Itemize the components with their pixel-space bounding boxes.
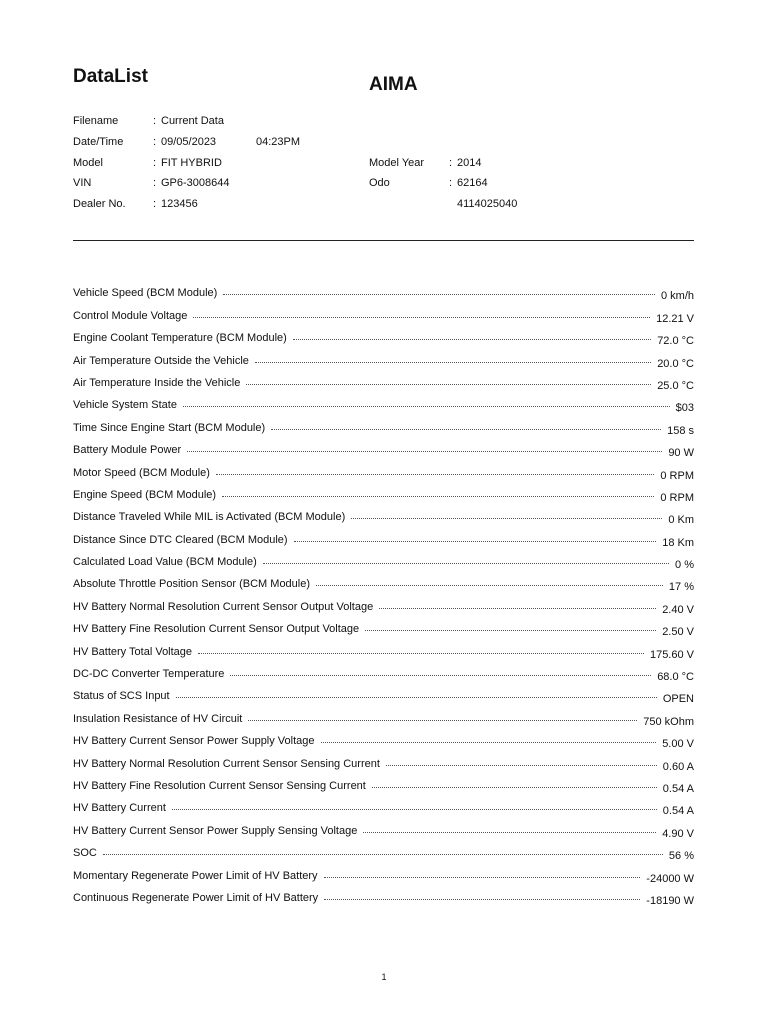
data-row — [73, 483, 694, 505]
dot-leader — [248, 720, 637, 721]
data-row — [73, 505, 694, 527]
data-row — [73, 841, 694, 863]
data-row — [73, 886, 694, 908]
data-row — [73, 729, 694, 751]
row-label: Vehicle Speed (BCM Module) — [73, 287, 218, 300]
data-list — [73, 281, 694, 908]
odo-label: Odo — [369, 177, 390, 189]
data-row — [73, 863, 694, 885]
dot-leader — [351, 518, 662, 519]
dealer-label: Dealer No. — [73, 198, 126, 210]
row-label: Status of SCS Input — [73, 690, 170, 703]
dot-leader — [324, 899, 640, 900]
page-number: 1 — [381, 972, 387, 982]
row-label: Continuous Regenerate Power Limit of HV Battery — [73, 891, 319, 904]
data-row — [73, 818, 694, 840]
data-row — [73, 751, 694, 773]
row-label: HV Battery Normal Resolution Current Sensor Sensing Current — [73, 757, 380, 770]
model-value: FIT HYBRID — [161, 157, 222, 169]
vin-separator: : — [153, 177, 157, 189]
data-row — [73, 594, 694, 616]
data-row — [73, 393, 694, 415]
dot-leader — [294, 541, 657, 542]
dot-leader — [246, 384, 651, 385]
row-label: Vehicle System State — [73, 399, 177, 412]
datetime-label: Date/Time — [73, 136, 124, 148]
dot-leader — [379, 608, 656, 609]
data-row — [73, 639, 694, 661]
model-label: Model — [73, 157, 103, 169]
row-value: 0 % — [675, 559, 694, 572]
row-value: 750 kOhm — [643, 715, 694, 728]
vin-value: GP6-3008644 — [161, 177, 230, 189]
row-label: Engine Speed (BCM Module) — [73, 488, 217, 501]
data-row — [73, 706, 694, 728]
data-row — [73, 527, 694, 549]
row-label: Calculated Load Value (BCM Module) — [73, 556, 257, 569]
row-value: 158 s — [667, 424, 694, 437]
data-row — [73, 572, 694, 594]
dot-leader — [198, 653, 644, 654]
row-value: 175.60 V — [649, 648, 694, 661]
row-label: SOC — [73, 847, 97, 860]
row-label: Insulation Resistance of HV Circuit — [73, 712, 243, 725]
dot-leader — [187, 451, 662, 452]
row-label: Distance Since DTC Cleared (BCM Module) — [73, 533, 288, 546]
dot-leader — [183, 406, 670, 407]
model-year-value: 2014 — [457, 157, 482, 169]
extra-number: 4114025040 — [457, 198, 518, 210]
row-label: DC-DC Converter Temperature — [73, 668, 225, 681]
datetime-separator: : — [153, 136, 157, 148]
filename-label: Filename — [73, 115, 119, 127]
header-divider — [73, 240, 694, 241]
row-value: OPEN — [662, 693, 694, 706]
dot-leader — [386, 765, 657, 766]
data-row — [73, 684, 694, 706]
row-label: Distance Traveled While MIL is Activated (BCM Module) — [73, 511, 346, 524]
row-value: 0.54 A — [662, 782, 694, 795]
row-value: 5.00 V — [662, 738, 694, 751]
data-row — [73, 438, 694, 460]
row-label: HV Battery Fine Resolution Current Sensor Sensing Current — [73, 779, 366, 792]
dot-leader — [365, 630, 656, 631]
row-value: 2.50 V — [662, 626, 694, 639]
row-value: 90 W — [668, 447, 694, 460]
row-label: HV Battery Current Sensor Power Supply Sensing Voltage — [73, 824, 358, 837]
dot-leader — [255, 362, 651, 363]
data-row — [73, 662, 694, 684]
dot-leader — [316, 585, 663, 586]
vin-label: VIN — [73, 177, 92, 189]
data-row — [73, 774, 694, 796]
dot-leader — [222, 496, 654, 497]
data-row — [73, 550, 694, 572]
row-label: Absolute Throttle Position Sensor (BCM Module) — [73, 578, 311, 591]
dot-leader — [193, 317, 650, 318]
data-row — [73, 371, 694, 393]
brand-name: AIMA — [369, 74, 418, 95]
model-year-separator: : — [449, 157, 453, 169]
dot-leader — [372, 787, 657, 788]
dot-leader — [230, 675, 651, 676]
model-year-label: Model Year — [369, 157, 425, 169]
row-label: Air Temperature Inside the Vehicle — [73, 376, 241, 389]
row-value: 17 % — [668, 581, 694, 594]
row-value: 4.90 V — [662, 827, 694, 840]
row-value: 0 RPM — [660, 469, 694, 482]
row-value: 0.60 A — [662, 760, 694, 773]
page-title: DataList — [73, 66, 148, 87]
dot-leader — [223, 294, 655, 295]
dot-leader — [293, 339, 651, 340]
row-value: 56 % — [668, 850, 694, 863]
row-value: 18 Km — [662, 536, 694, 549]
dot-leader — [176, 697, 657, 698]
row-label: HV Battery Current Sensor Power Supply Voltage — [73, 735, 315, 748]
row-value: 0 km/h — [660, 290, 694, 303]
row-label: HV Battery Fine Resolution Current Sensor Output Voltage — [73, 623, 360, 636]
dot-leader — [172, 809, 657, 810]
row-label: HV Battery Total Voltage — [73, 645, 193, 658]
data-row — [73, 617, 694, 639]
row-label: Engine Coolant Temperature (BCM Module) — [73, 332, 287, 345]
row-value: 20.0 °C — [657, 357, 694, 370]
data-row — [73, 303, 694, 325]
row-value: -18190 W — [646, 894, 694, 907]
row-label: Motor Speed (BCM Module) — [73, 466, 210, 479]
date-value: 09/05/2023 — [161, 136, 217, 148]
row-label: HV Battery Current — [73, 802, 166, 815]
row-label: HV Battery Normal Resolution Current Sensor Output Voltage — [73, 600, 374, 613]
dot-leader — [321, 742, 657, 743]
dot-leader — [263, 563, 669, 564]
row-value: 0.54 A — [662, 805, 694, 818]
data-row — [73, 415, 694, 437]
row-label: Time Since Engine Start (BCM Module) — [73, 421, 266, 434]
data-row — [73, 281, 694, 303]
time-value: 04:23PM — [256, 136, 301, 148]
data-row — [73, 326, 694, 348]
dot-leader — [324, 877, 641, 878]
filename-separator: : — [153, 115, 157, 127]
row-label: Momentary Regenerate Power Limit of HV Battery — [73, 869, 318, 882]
row-value: 68.0 °C — [657, 671, 694, 684]
data-row — [73, 348, 694, 370]
row-label: Battery Module Power — [73, 444, 182, 457]
row-value: 12.21 V — [656, 312, 694, 325]
odo-separator: : — [449, 177, 453, 189]
odo-value: 62164 — [457, 177, 488, 189]
dealer-value: 123456 — [161, 198, 198, 210]
row-value: 0 Km — [668, 514, 694, 527]
dot-leader — [271, 429, 661, 430]
row-value: 72.0 °C — [657, 335, 694, 348]
row-value: -24000 W — [646, 872, 694, 885]
dot-leader — [363, 832, 656, 833]
row-label: Control Module Voltage — [73, 309, 188, 322]
dot-leader — [103, 854, 663, 855]
row-value: 0 RPM — [660, 491, 694, 504]
row-value: 2.40 V — [662, 603, 694, 616]
row-label: Air Temperature Outside the Vehicle — [73, 354, 249, 367]
dot-leader — [216, 474, 654, 475]
row-value: $03 — [675, 402, 694, 415]
model-separator: : — [153, 157, 157, 169]
filename-value: Current Data — [161, 115, 224, 127]
row-value: 25.0 °C — [657, 379, 694, 392]
data-row — [73, 796, 694, 818]
dealer-separator: : — [153, 198, 157, 210]
data-row — [73, 460, 694, 482]
